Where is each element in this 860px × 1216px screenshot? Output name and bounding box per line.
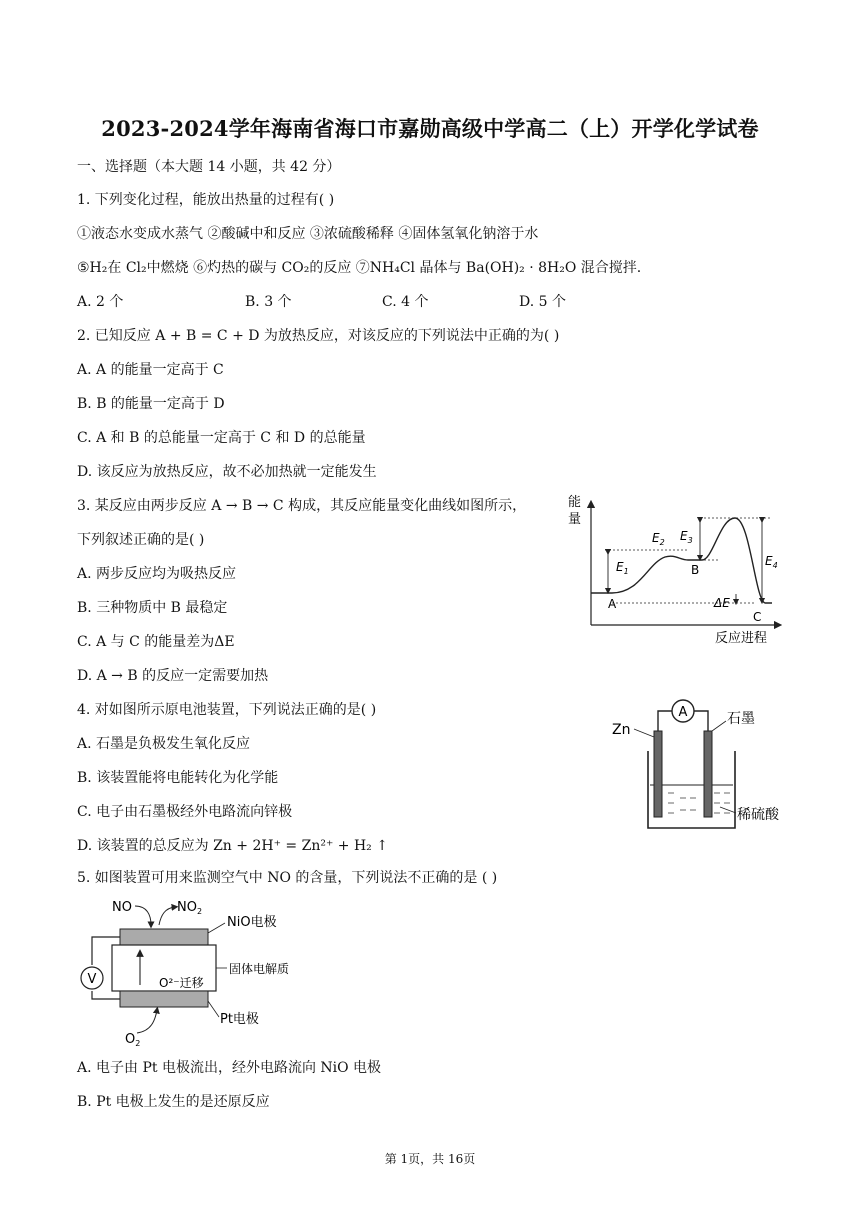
pt-label: Pt电极 — [220, 1012, 259, 1027]
q1-option-c: C. 4 个 — [382, 294, 429, 310]
q1-items-row2: ⑤H₂在 Cl₂中燃烧 ⑥灼热的碳与 CO₂的反应 ⑦NH₄Cl 晶体与 Ba(OH)₂ · 8H₂O 混合搅拌. — [77, 260, 642, 276]
energy-axis-label-2: 量 — [568, 512, 582, 527]
no-label: NO — [112, 900, 132, 915]
e1-label: $E_1$ — [616, 560, 629, 576]
no2-label: $NO_2$ — [177, 900, 203, 916]
q2-option-d: D. 该反应为放热反应，故不必加热就一定能发生 — [77, 464, 377, 480]
q3-option-d: D. A → B 的反应一定需要加热 — [77, 668, 269, 684]
e2-label: $E_2$ — [652, 531, 665, 547]
q3-option-a: A. 两步反应均为吸热反应 — [77, 566, 237, 582]
zinc-electrode — [654, 731, 662, 817]
delta-e-label: ΔE — [714, 596, 730, 610]
e3-label: $E_3$ — [680, 529, 693, 545]
svg-text:A: A — [678, 705, 688, 720]
graphite-label: 石墨 — [727, 711, 755, 727]
no-sensor-diagram — [77, 893, 302, 1053]
graphite-electrode — [704, 731, 712, 817]
q2-stem: 2. 已知反应 A + B = C + D 为放热反应，对该反应的下列说法中正确的为( ) — [77, 328, 560, 344]
energy-profile-diagram — [560, 490, 785, 650]
galvanic-cell-diagram — [610, 693, 790, 838]
point-b-label: B — [691, 563, 700, 577]
progress-axis-label: 反应进程 — [715, 631, 768, 646]
q5-stem: 5. 如图装置可用来监测空气中 NO 的含量，下列说法不正确的是 ( ) — [77, 870, 498, 886]
exam-title: 2023-2024学年海南省海口市嘉勋高级中学高二（上）开学化学试卷 — [101, 116, 759, 141]
pt-electrode — [120, 991, 208, 1007]
q1-option-b: B. 3 个 — [245, 294, 292, 310]
q1-stem: 1. 下列变化过程，能放出热量的过程有( ) — [77, 192, 335, 208]
q1-option-d: D. 5 个 — [519, 294, 566, 310]
q4-option-c: C. 电子由石墨极经外电路流向锌极 — [77, 804, 293, 820]
q4-option-d: D. 该装置的总反应为 Zn + 2H⁺ = Zn²⁺ + H₂ ↑ — [77, 838, 388, 854]
q1-items-row1: ①液态水变成水蒸气 ②酸碱中和反应 ③浓硫酸稀释 ④固体氢氧化钠溶于水 — [77, 226, 539, 242]
energy-axis-label-1: 能 — [568, 495, 582, 510]
nio-electrode — [120, 929, 208, 945]
acid-label: 稀硫酸 — [737, 807, 779, 823]
q5-option-b: B. Pt 电极上发生的是还原反应 — [77, 1094, 270, 1110]
q4-option-b: B. 该装置能将电能转化为化学能 — [77, 770, 279, 786]
q2-option-b: B. B 的能量一定高于 D — [77, 396, 225, 412]
q3-option-c: C. A 与 C 的能量差为ΔE — [77, 634, 235, 650]
point-a-label: A — [608, 597, 617, 611]
q2-option-a: A. A 的能量一定高于 C — [77, 362, 224, 378]
q3-option-b: B. 三种物质中 B 最稳定 — [77, 600, 228, 616]
svg-text:V: V — [87, 972, 97, 987]
point-c-label: C — [753, 610, 762, 624]
section-heading: 一、选择题（本大题 14 小题，共 42 分） — [77, 159, 341, 175]
o2-label: $O_2$ — [125, 1032, 141, 1048]
electrolyte-label: 固体电解质 — [229, 962, 290, 976]
q1-option-a: A. 2 个 — [77, 294, 124, 310]
q2-option-c: C. A 和 B 的总能量一定高于 C 和 D 的总能量 — [77, 430, 366, 446]
q4-option-a: A. 石墨是负极发生氧化反应 — [77, 736, 251, 752]
page-footer: 第 1页，共 16页 — [384, 1152, 476, 1166]
zinc-label: Zn — [612, 722, 631, 738]
q3-stem-continued: 下列叙述正确的是( ) — [77, 532, 205, 548]
nio-label: NiO电极 — [227, 915, 277, 930]
q4-stem: 4. 对如图所示原电池装置，下列说法正确的是( ) — [77, 702, 377, 718]
e4-label: $E_4$ — [765, 554, 778, 570]
migration-label: O²⁻迁移 — [159, 976, 204, 990]
q5-option-a: A. 电子由 Pt 电极流出，经外电路流向 NiO 电极 — [77, 1060, 382, 1076]
q3-stem: 3. 某反应由两步反应 A → B → C 构成，其反应能量变化曲线如图所示， — [77, 498, 527, 514]
